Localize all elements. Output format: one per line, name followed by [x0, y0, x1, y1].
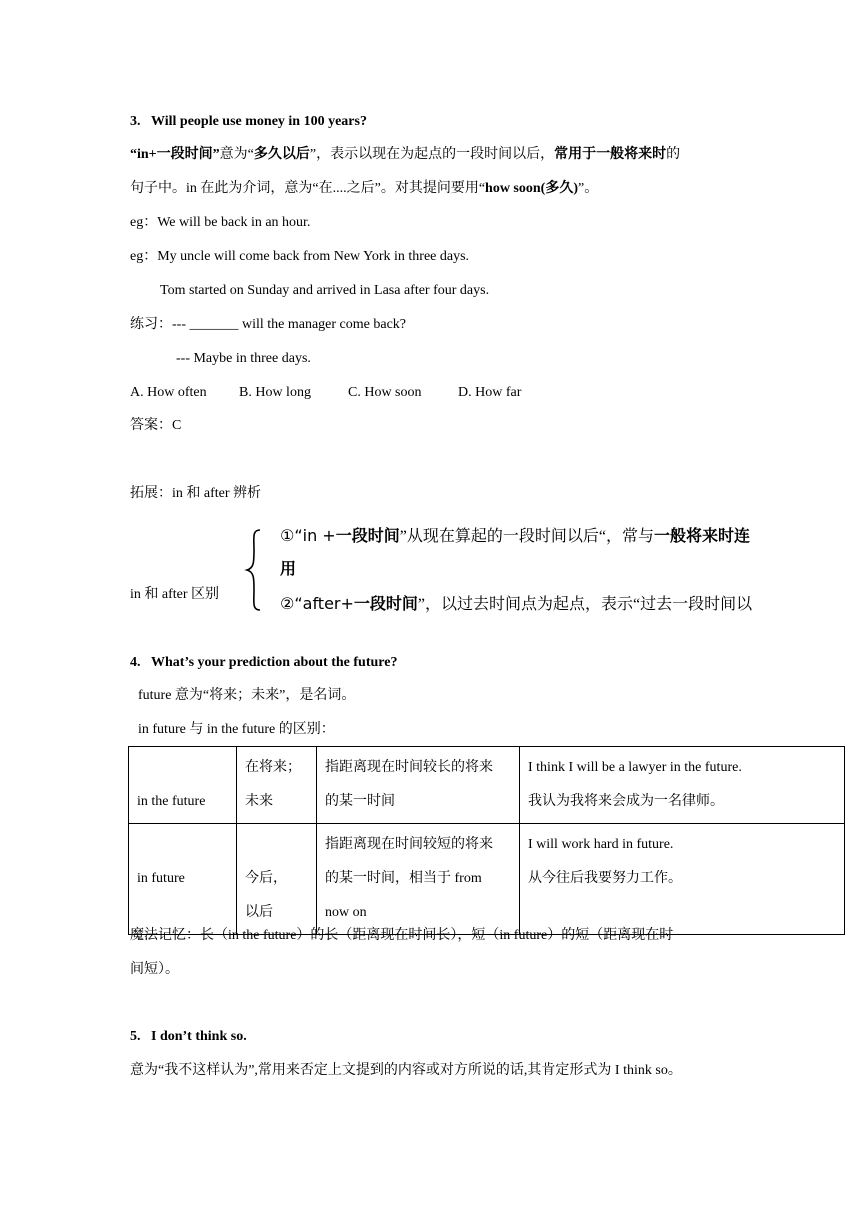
- meaning-line: 未来: [245, 794, 273, 809]
- line1-bold-meaning: 多久以后: [253, 147, 310, 162]
- description-line: 的某一时间: [325, 794, 395, 809]
- difference-label: in 和 after 区别: [130, 587, 220, 602]
- comparison-table: [128, 746, 845, 935]
- difference-after: [280, 594, 752, 615]
- meaning-line: 今后，: [245, 871, 287, 886]
- option-b: B. How long: [239, 385, 311, 400]
- option-c: C. How soon: [348, 385, 422, 400]
- term-cell: in the future: [129, 747, 237, 824]
- term-cell: in future: [129, 824, 237, 935]
- answer: 答案：C: [130, 418, 182, 433]
- diff2-prefix: ②“after+: [280, 594, 354, 613]
- curly-brace-icon: [244, 528, 264, 612]
- description-cell: [317, 824, 520, 935]
- meaning-cell: [237, 824, 317, 935]
- description-line: 指距离现在时间较长的将来: [325, 760, 493, 775]
- diff1-bold: 一段时间: [335, 528, 400, 545]
- line1-text-b: 意为“: [219, 147, 254, 162]
- diff1-bold-tense: 一般将来时连: [653, 528, 750, 545]
- section5-heading-text: I don’t think so.: [151, 1029, 247, 1044]
- example-3: Tom started on Sunday and arrived in Lasa after four days.: [160, 283, 490, 298]
- section4-heading: [130, 653, 397, 673]
- future-comparison-intro: in future 与 in the future 的区别：: [138, 722, 335, 737]
- option-d: D. How far: [458, 385, 522, 400]
- example-line: I will work hard in future.: [528, 837, 674, 852]
- how-soon-phrase: how soon(多久): [485, 181, 578, 196]
- section5-explanation: 意为“我不这样认为”,常用来否定上文提到的内容或对方所说的话,其肯定形式为 I think so。: [130, 1063, 682, 1078]
- diff2-text: ”，以过去时间点为起点，表示“过去一段时间以: [417, 596, 753, 613]
- line1-bold-tense: 常用于一般将来时: [554, 147, 667, 162]
- section3-heading-number: 3.: [130, 114, 141, 129]
- example-line: I think I will be a lawyer in the future.: [528, 760, 742, 775]
- practice-question: 练习：--- _______ will the manager come back?: [130, 317, 407, 332]
- example-line: 从今往后我要努力工作。: [528, 871, 682, 886]
- extension-heading: 拓展：in 和 after 辨析: [130, 486, 262, 501]
- table-row: [129, 747, 845, 824]
- section3-line1: [130, 145, 680, 165]
- section3-heading: [130, 112, 367, 132]
- section4-heading-number: 4.: [130, 655, 141, 670]
- memory-tip-line2: 间短）。: [130, 962, 179, 977]
- section3-line2: [130, 179, 598, 199]
- memory-tip-line1: 魔法记忆：长（in the future）的长（距离现在时间长），短（in future）的短（距离现在时: [130, 928, 674, 943]
- example-2: eg：My uncle will come back from New York in three days.: [130, 249, 470, 264]
- meaning-cell: [237, 747, 317, 824]
- diff1-text: ”从现在算起的一段时间以后“，常与: [399, 528, 654, 545]
- example-1: eg：We will be back in an hour.: [130, 215, 311, 230]
- meaning-line: 在将来；: [245, 760, 301, 775]
- section3-heading-text: Will people use money in 100 years?: [151, 114, 367, 129]
- line1-text-d: ”，表示以现在为起点的一段时间以后，: [309, 147, 555, 162]
- difference-in: [280, 526, 750, 547]
- example-cell: [520, 747, 845, 824]
- example-line: 我认为我将来会成为一名律师。: [528, 794, 724, 809]
- difference-in-continued: 用: [280, 561, 297, 578]
- description-line: 指距离现在时间较短的将来: [325, 837, 493, 852]
- line1-text-f: 的: [666, 147, 681, 162]
- meaning-line: 以后: [245, 905, 273, 920]
- line2-text-c: ”。: [578, 181, 599, 196]
- table-row: [129, 824, 845, 935]
- practice-answer-line: --- Maybe in three days.: [176, 351, 311, 366]
- example-cell: [520, 824, 845, 935]
- option-a: A. How often: [130, 385, 207, 400]
- in-phrase: “in+一段时间”: [130, 147, 220, 162]
- section5-heading-number: 5.: [130, 1029, 141, 1044]
- description-cell: [317, 747, 520, 824]
- section5-heading: [130, 1027, 247, 1047]
- description-line: now on: [325, 905, 367, 920]
- diff1-prefix: ①“in +: [280, 526, 336, 545]
- future-definition: future 意为“将来；未来”，是名词。: [138, 688, 356, 703]
- line2-text-a: 句子中。in 在此为介词，意为“在....之后”。对其提问要用“: [130, 181, 486, 196]
- diff2-bold: 一段时间: [353, 596, 418, 613]
- description-line: 的某一时间，相当于 from: [325, 871, 482, 886]
- section4-heading-text: What’s your prediction about the future?: [151, 655, 398, 670]
